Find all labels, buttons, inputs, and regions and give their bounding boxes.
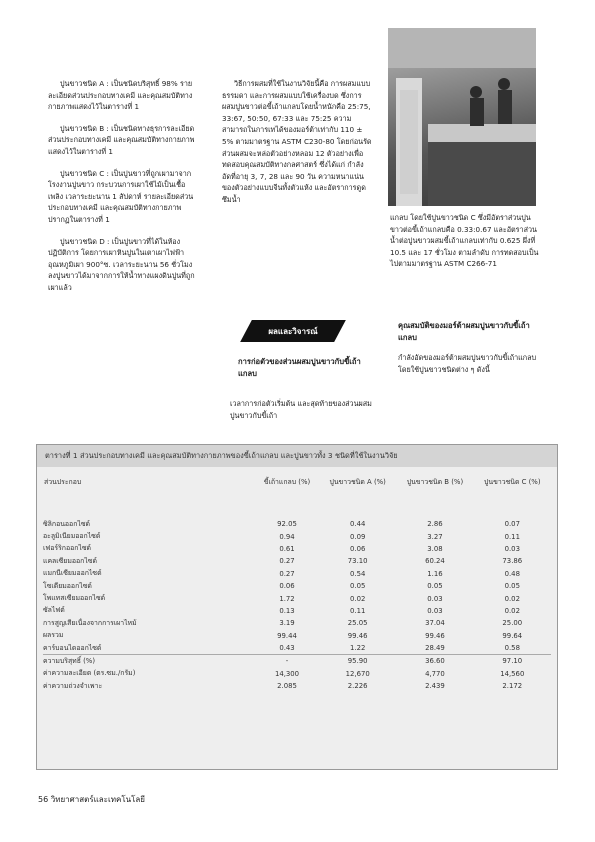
table-row xyxy=(43,642,551,655)
table-cell: 0.05 xyxy=(427,582,443,591)
data-table xyxy=(43,473,551,692)
paragraph: วิธีการผสมที่ใช้ในงานวิจัยนี้คือ การผสมแบบธรรมดา และการผสมแบบใช้เครื่องบด ซึ่งการผสมปูนขาวต่อขี้เถ้าแกลบโดยน้ำหนักคือ 25:75, 33:67, 50:50, 67:33 และ 75:25 ความสามารถในการเทได้ของมอร์ต้าเท่ากับ 110 ± 5% ตามมาตรฐาน ASTM C230-80 โดยก่อนรัดส่วนผสมจะหล่อตัวอย่างหลอม 12 ตัวอย่างเพื่อทดสอบคุณสมบัติทางกลศาสตร์ ซึ่งได้แก่ กำลังอัดที่อายุ 3, 7, 28 และ 90 วัน ความหนาแน่นของตัวอย่างแบบจีนทั้งตัวแห้ง และอัตราการดูดซึมน้ำ xyxy=(222,79,372,204)
table-cell: 99.44 xyxy=(277,631,297,640)
table-cell: 0.44 xyxy=(350,520,366,529)
table-row xyxy=(43,568,551,580)
paragraph: ปูนขาวชนิด C : เป็นปูนขาวที่ถูกเผามาจากโรงงานปูนขาว กระบวนการเผาใช้ไม้เป็นเชื้อเพลิง เวลาระยะนาน 1 สัปดาห์ รายละเอียดส่วนประกอบทางเคมี และคุณสมบัติทางกายภาพปรากฏในตารางที่ 1 xyxy=(48,168,194,224)
table-header: ปูนขาวชนิด B (%) xyxy=(406,478,464,486)
table-row-label: การสูญเสียเนื่องจากการเผาไหม้ xyxy=(43,618,137,627)
paragraph: ปูนขาวชนิด B : เป็นชนิดทางธุรการละเอียดส่วนประกอบทางเคมี และคุณสมบัติทางกายภาพแสดงไว้ในตารางที่ 1 xyxy=(48,123,195,156)
table-cell: 0.03 xyxy=(427,606,443,615)
table-cell: 36.60 xyxy=(396,655,473,668)
table-row-label: แคลเซียมออกไซด์ xyxy=(43,556,97,565)
table-row-label: โซเดียมออกไซด์ xyxy=(43,581,92,590)
table-row xyxy=(43,668,551,680)
table-header: ปูนขาวชนิด C (%) xyxy=(484,478,541,486)
table-header: ขี้เถ้าแกลบ (%) xyxy=(263,478,311,486)
table-cell: - xyxy=(255,655,319,668)
table-cell: 3.27 xyxy=(427,532,443,541)
table-cell: 2.86 xyxy=(427,520,443,529)
text-column-2 xyxy=(222,78,372,216)
table-cell: 3.19 xyxy=(279,619,295,628)
paragraph: เวลาการก่อตัวเริ่มต้น และสุดท้ายของส่วนผสมปูนขาวกับขี้เถ้า xyxy=(230,399,372,420)
text-column-1 xyxy=(48,78,198,304)
table-body xyxy=(43,518,551,655)
table-row-label: ผลรวม xyxy=(43,631,64,640)
table-row xyxy=(43,680,551,692)
table-header-row xyxy=(43,473,551,518)
table-cell: 2.085 xyxy=(277,682,297,691)
table-row-label: ซัลไฟต์ xyxy=(43,606,65,615)
table-cell: 3.08 xyxy=(427,544,443,553)
table-cell: 0.54 xyxy=(350,569,366,578)
table-cell: 0.27 xyxy=(279,569,295,578)
table-cell: 99.64 xyxy=(502,631,523,640)
table-cell: 0.03 xyxy=(504,544,520,553)
table-cell: 0.07 xyxy=(504,520,520,529)
subheading-setting-time: การก่อตัวของส่วนผสมปูนขาวกับขี้เถ้าแกลบ xyxy=(238,357,361,378)
table-cell: 0.05 xyxy=(350,582,366,591)
table-row xyxy=(43,592,551,604)
text-column-3 xyxy=(390,212,540,280)
table-cell: 0.94 xyxy=(279,532,295,541)
table-cell: 0.06 xyxy=(279,582,295,591)
table-row-label: ซิลิกอนออกไซด์ xyxy=(43,519,90,528)
table-caption: ตารางที่ 1 ส่วนประกอบทางเคมี และคุณสมบัติทางกายภาพของขี้เถ้าแกลบ และปูนขาวทั้ง 3 ชนิดที่ใช้ในงานวิจัย xyxy=(37,445,557,467)
table-cell: 60.24 xyxy=(425,557,445,566)
table-cell: 12,670 xyxy=(345,669,370,678)
table-cell: 28.49 xyxy=(425,644,445,653)
table-cell: 14,300 xyxy=(274,669,300,678)
table-cell: 25.00 xyxy=(502,619,523,628)
table-cell: 4,770 xyxy=(425,669,445,678)
table-cell: 73.10 xyxy=(347,557,368,566)
table-cell: 0.61 xyxy=(279,544,295,553)
table-cell: 0.02 xyxy=(350,594,366,603)
table-1 xyxy=(36,444,558,770)
table-cell: 0.11 xyxy=(504,532,520,541)
table-cell: 14,560 xyxy=(500,669,525,678)
table-row-label: โพแทสเซียมออกไซด์ xyxy=(43,594,106,603)
table-cell: 0.13 xyxy=(279,606,295,615)
table-cell: 0.48 xyxy=(504,569,520,578)
table-row xyxy=(43,605,551,617)
table-row-label: ความบริสุทธิ์ (%) xyxy=(43,655,255,668)
section-heading-results xyxy=(246,320,340,342)
table-cell: 25.05 xyxy=(347,619,368,628)
table-body-properties xyxy=(43,655,551,693)
table-cell: 0.06 xyxy=(350,544,366,553)
paragraph: ปูนขาวชนิด A : เป็นชนิดบริสุทธิ์ 98% รายละเอียดส่วนประกอบทางเคมี และคุณสมบัติทางกายภาพแสดงไว้ในตารางที่ 1 xyxy=(48,79,193,112)
table-row-label: แมกนีเซียมออกไซด์ xyxy=(43,569,102,578)
construction-photo xyxy=(388,28,536,206)
table-cell: 73.86 xyxy=(502,557,523,566)
photo-illustration xyxy=(388,28,536,206)
paragraph: แกลบ โดยใช้ปูนขาวชนิด C ซึ่งมีอัตราส่วนปูนขาวต่อขี้เถ้าแกลบคือ 0.33:0.67 และอัตราส่วนน้ำต่อปูนขาวผสมขี้เถ้าแกลบเท่ากับ 0.625 ผึ่งที่ 10.5 และ 17 ชั่วโมง ตามลำดับ การทดสอบเป็นไปตามมาตรฐาน ASTM C266-71 xyxy=(390,213,539,269)
table-cell: 1.16 xyxy=(427,569,443,578)
table-row xyxy=(43,630,551,642)
table-cell: 95.90 xyxy=(319,655,396,668)
table-row-label: เฟอร์ริกออกไซด์ xyxy=(43,544,92,553)
table-cell: 0.03 xyxy=(427,594,443,603)
table-row-label: คาร์บอนไดออกไซด์ xyxy=(43,643,102,652)
table-cell: 0.11 xyxy=(350,606,366,615)
table-cell: 1.22 xyxy=(350,644,366,653)
table-row xyxy=(43,518,551,530)
table-cell: 92.05 xyxy=(277,520,297,529)
table-cell: 0.02 xyxy=(504,606,520,615)
paragraph: กำลังอัดของมอร์ต้าผสมปูนขาวกับขี้เถ้าแกลบ โดยใช้ปูนขาวชนิดต่าง ๆ ดังนี้ xyxy=(398,353,537,374)
table-row-label: ค่าความละเอียด (ตร.ซม./กรัม) xyxy=(43,669,136,678)
table-cell: 37.04 xyxy=(425,619,445,628)
table-cell: 0.02 xyxy=(504,594,520,603)
table-cell: 0.09 xyxy=(350,532,366,541)
table-cell: 0.05 xyxy=(504,582,520,591)
table-cell: 1.72 xyxy=(279,594,295,603)
table-header: ส่วนประกอบ xyxy=(44,478,82,486)
table-row xyxy=(43,617,551,629)
paragraph: ปูนขาวชนิด D : เป็นปูนขาวที่ได้ในห้องปฏิบัติการ โดยการเผาหินปูนในเตาเผาไฟฟ้า อุณหภูมิเผา 900°ซ. เวลาระยะนาน 56 ชั่วโมง ลงปูนขาวได้มาจากการให้น้ำทางแผงดินปูนที่ถูกเผาแล้ว xyxy=(48,236,195,292)
table-row xyxy=(43,655,551,668)
table-row xyxy=(43,580,551,592)
subheading-mortar-properties: คุณสมบัติของมอร์ต้าผสมปูนขาวกับขี้เถ้าแกลบ xyxy=(398,321,530,342)
table-cell: 97.10 xyxy=(474,655,551,668)
table-row xyxy=(43,543,551,555)
table-row-label: อะลูมิเนียมออกไซด์ xyxy=(43,532,101,541)
page-footer: 56 วิทยาศาสตร์และเทคโนโลยี xyxy=(38,795,145,804)
table-row-label: ค่าความถ่วงจำเพาะ xyxy=(43,681,103,690)
table-cell: 0.27 xyxy=(279,557,295,566)
table-cell: 2.172 xyxy=(502,682,523,691)
table-cell: 2.226 xyxy=(347,682,368,691)
section-tag-label: ผลและวิจารณ์ xyxy=(268,326,318,336)
table-header: ปูนขาวชนิด A (%) xyxy=(329,478,386,486)
table-cell: 2.439 xyxy=(425,682,445,691)
table-row xyxy=(43,555,551,567)
table-cell: 99.46 xyxy=(425,631,445,640)
table-cell: 99.46 xyxy=(347,631,368,640)
table-row xyxy=(43,530,551,542)
table-cell: 0.58 xyxy=(504,644,520,653)
table-cell: 0.43 xyxy=(279,644,295,653)
